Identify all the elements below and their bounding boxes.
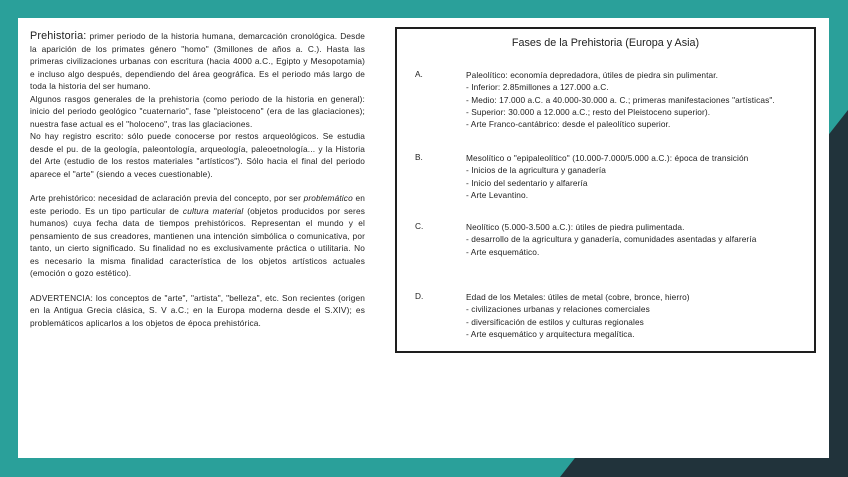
paragraph-arte-prehistorico: Arte prehistórico: necesidad de aclaración previa del concepto, por ser problemático en este periodo. Es un tipo particular de cultura material (objetos producidos por seres humanos) cuya fecha data de tiempos prehistóricos. Representan el mundo y el pensamiento de sus creadores, mantienen una intención simbólica o comunicativa, por tanto, un cierto significado. Su finalidad no es exclusivamente práctica o utilitaria. No es necesario la misma finalidad característica de los objetos artísticos actuales (emoción o gozo estético).: [30, 193, 366, 278]
left-text-column: [30, 30, 365, 329]
phase-line: - Inferior: 2.85millones a 127.000 a.C.: [466, 82, 609, 93]
phase-letter: B.: [415, 152, 423, 162]
paragraph-rasgos-generales: Algunos rasgos generales de la prehistoria (como periodo de la historia en general): inicio del periodo geológico "cuaternario", fase "pleistoceno" (era de las glaciaciones); nuestra fase actual es el "holoceno", tras las glaciaciones.: [30, 93, 365, 129]
phase-line: Mesolítico o "epipaleolítico" (10.000-7.000/5.000 a.C.): época de transición: [466, 153, 749, 163]
paragraph-advertencia: ADVERTENCIA: los conceptos de "arte", "artista", "belleza", etc. Son recientes (origen en la Antigua Grecia clásica, S. V a.C.; en la Europa moderna desde el S.XIV); es problemáticos aplicarlos a los objetos de época prehistórica.: [30, 292, 365, 328]
phase-line: - Inicio del sedentario y alfarería: [466, 177, 588, 188]
phases-title: Fases de la Prehistoria (Europa y Asia): [511, 37, 700, 49]
phase-line: - civilizaciones urbanas y relaciones comerciales: [466, 304, 650, 315]
phase-line: - Inicios de la agricultura y ganadería: [466, 165, 606, 176]
term-prehistoria: Prehistoria:: [30, 30, 87, 42]
phase-letter: A.: [415, 69, 423, 79]
phase-line: - desarrollo de la agricultura y ganadería, comunidades asentadas y alfarería: [466, 234, 757, 245]
paragraph-registro-escrito: No hay registro escrito: sólo puede conocerse por restos arqueológicos. Se estudia desde el pu. de la geología, paleontología, arqueología, paleoetnología... y la Historia del Arte (estudio de los restos materiales "artísticos"). Sólo hacia el final del periodo aparece el "arte" (siendo a veces cuestionable).: [30, 131, 365, 179]
phase-line: - Superior: 30.000 a 12.000 a.C.; resto del Pleistoceno superior).: [466, 106, 711, 117]
phase-line: Edad de los Metales: útiles de metal (cobre, bronce, hierro): [466, 292, 690, 302]
phase-line: - Arte esquemático y arquitectura megalítica.: [466, 328, 635, 339]
emphasis-problematico: problemático: [303, 193, 353, 203]
emphasis-cultura-material: cultura material: [182, 205, 244, 216]
phase-line: - Arte Levantino.: [466, 189, 529, 200]
paragraph-prehistoria: [30, 30, 365, 93]
phase-line: - Arte esquemático.: [466, 246, 540, 257]
definition-prehistoria: primer periodo de la historia humana, demarcación cronológica. Desde la aparición de los primates género "homo" (3millones de años a. C.). Hasta las primeras civilizaciones urbanas con escritura (hacia 4000 a.C., Egipto y Mesopotamia) e incluso algo después, dependiendo del área geográfica. Es el periodo más largo de toda la historia del ser humano.: [30, 31, 365, 91]
phase-letter: D.: [415, 291, 424, 301]
phase-line: - diversificación de estilos y culturas regionales: [466, 316, 644, 327]
phase-letter: C.: [415, 221, 424, 231]
phase-line: - Arte Franco-cantábrico: desde el paleolítico superior.: [466, 119, 671, 130]
phase-line: Neolítico (5.000-3.500 a.C.): útiles de piedra pulimentada.: [466, 222, 685, 232]
phases-box: [395, 27, 816, 353]
phase-line: Paleolítico: economía depredadora, útiles de piedra sin pulimentar.: [466, 70, 719, 80]
phase-line: - Medio: 17.000 a.C. a 40.000-30.000 a. C.; primeras manifestaciones "artísticas".: [466, 94, 775, 105]
